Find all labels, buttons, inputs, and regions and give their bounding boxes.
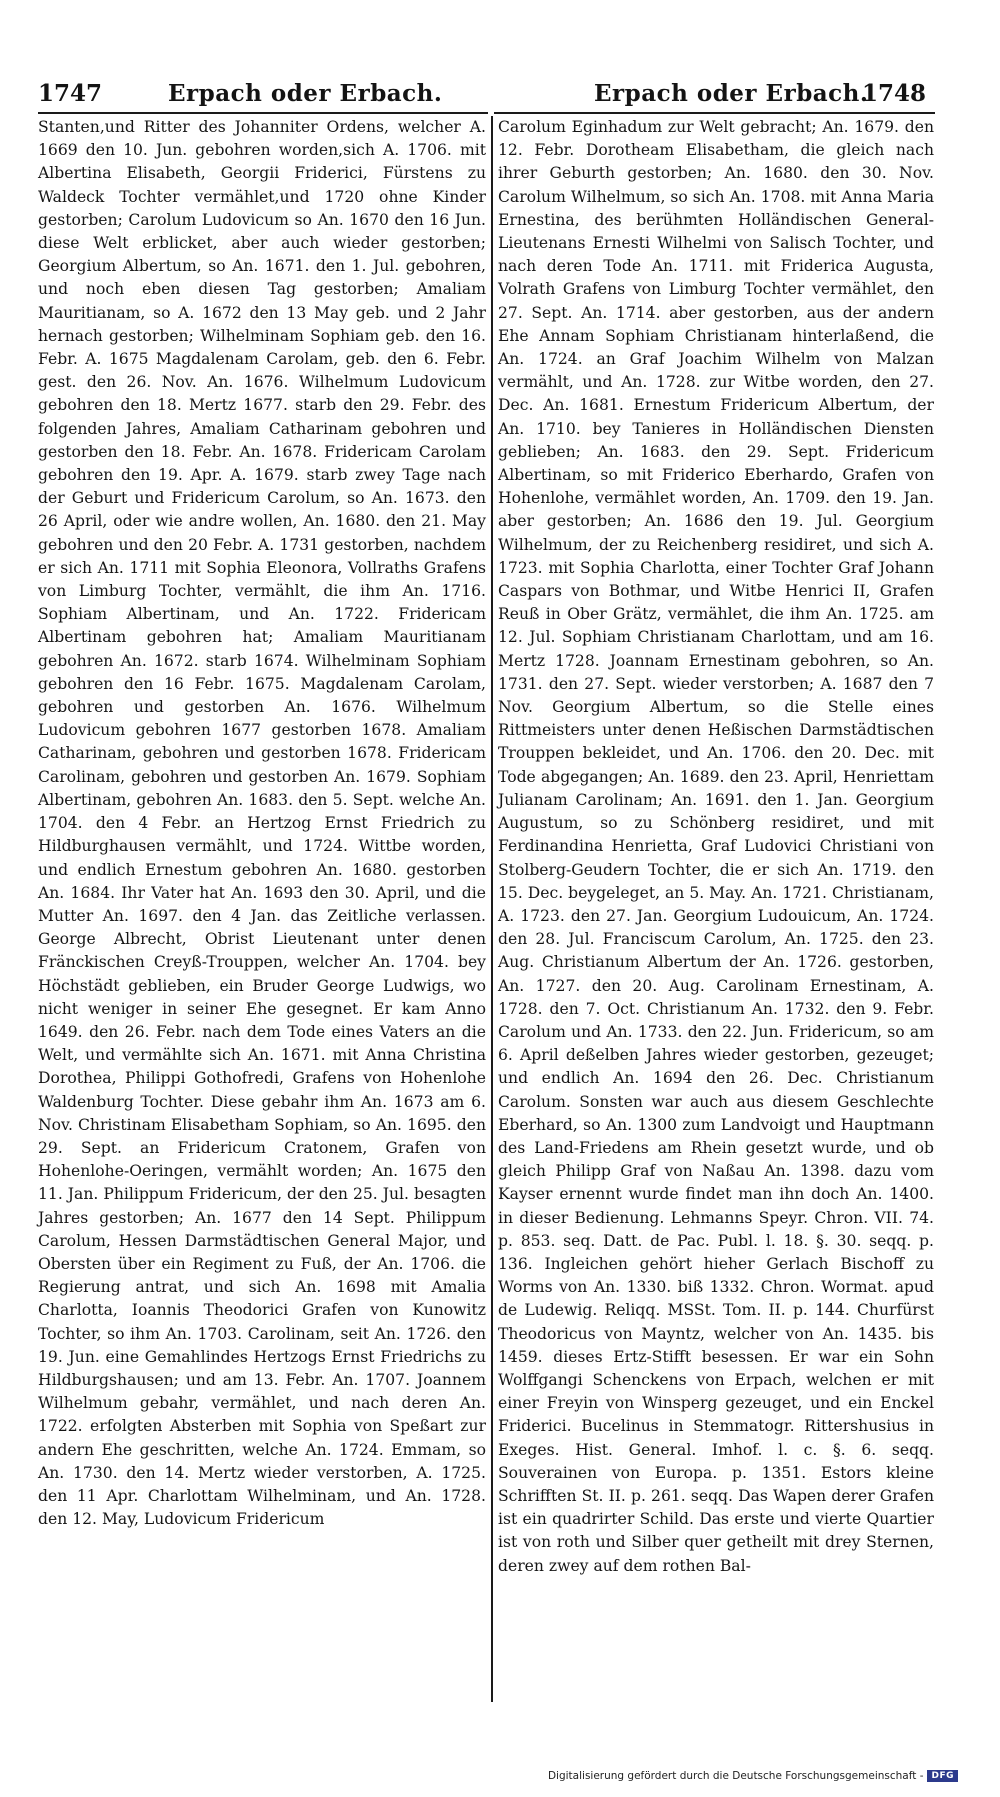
footer-credit: Digitalisierung gefördert durch die Deutsche Forschungsgemeinschaft - xyxy=(547,1770,924,1782)
dfg-logo-icon: DFG xyxy=(927,1770,958,1782)
left-running-title: Erpach oder Erbach. xyxy=(168,80,443,107)
right-running-title: Erpach oder Erbach. xyxy=(594,80,869,107)
left-column xyxy=(38,116,486,1531)
left-page-number: 1747 xyxy=(38,80,103,107)
right-column xyxy=(498,116,934,1578)
right-page-number: 1748 xyxy=(862,80,927,107)
digitization-footer xyxy=(548,1770,958,1782)
left-column-text: Stanten,und Ritter des Johanniter Ordens, welcher A. 1669 den 10. Jun. gebohren worden,sich A. 1706. mit Albertina Elisabeth, Georgii Friderici, Fürstens zu Waldeck Tochter vermählet,und 1720 ohne Kinder gestorben; Carolum Ludovicum so An. 1670 den 16 Jun. diese Welt erblicket, aber auch wieder gestorben; Georgium Albertum, so An. 1671. den 1. Jul. gebohren, und noch eben diesen Tag gestorben; Amaliam Mauritianam, so A. 1672 den 13 May geb. und 2 Jahr hernach gestorben; Wilhelminam Sophiam geb. den 16. Febr. A. 1675 Magdalenam Carolam, geb. den 6. Febr. gest. den 26. Nov. An. 1676. Wilhelmum Ludovicum gebohren den 18. Mertz 1677. starb den 29. Febr. des folgenden Jahres, Amaliam Catharinam gebohren und gestorben den 18. Febr. An. 1678. Fridericam Carolam gebohren den 19. Apr. A. 1679. starb zwey Tage nach der Geburt und Fridericum Carolum, so An. 1673. den 26 April, oder wie andre wollen, An. 1680. den 21. May gebohren und den 20 Febr. A. 1731 gestorben, nachdem er sich An. 1711 mit Sophia Eleonora, Vollraths Grafens von Limburg Tochter, vermählt, die ihm An. 1716. Sophiam Albertinam, und An. 1722. Fridericam Albertinam gebohren hat; Amaliam Mauritianam gebohren An. 1672. starb 1674. Wilhelminam Sophiam gebohren den 16 Febr. 1675. Magdalenam Carolam, gebohren und gestorben An. 1676. Wilhelmum Ludovicum gebohren 1677 gestorben 1678. Amaliam Catharinam, gebohren und gestorben 1678. Fridericam Carolinam, gebohren und gestorben An. 1679. Sophiam Albertinam, gebohren An. 1683. den 5. Sept. welche An. 1704. den 4 Febr. an Hertzog Ernst Friedrich zu Hildburghausen vermählt, und 1724. Wittbe worden, und endlich Ernestum gebohren An. 1680. gestorben An. 1684. Ihr Vater hat An. 1693 den 30. April, und die Mutter An. 1697. den 4 Jan. das Zeitliche verlassen. George Albrecht, Obrist Lieutenant unter denen Fränckischen Creyß-Trouppen, welcher An. 1704. bey Höchstädt geblieben, ein Bruder George Ludwigs, wo nicht weniger in seiner Ehe gesegnet. Er kam Anno 1649. den 26. Febr. nach dem Tode eines Vaters an die Welt, und vermählte sich An. 1671. mit Anna Christina Dorothea, Philippi Gothofredi, Grafens von Hohenlohe Waldenburg Tochter. Diese gebahr ihm An. 1673 am 6. Nov. Christinam Elisabetham Sophiam, so An. 1695. den 29. Sept. an Fridericum Cratonem, Grafen von Hohenlohe-Oeringen, vermählt worden; An. 1675 den 11. Jan. Philippum Fridericum, der den 25. Jul. besagten Jahres gestorben; An. 1677 den 14 Sept. Philippum Carolum, Hessen Darmstädtischen General Major, und Obersten über ein Regiment zu Fuß, der An. 1706. die Regierung antrat, und sich An. 1698 mit Amalia Charlotta, Ioannis Theodorici Grafen von Kunowitz Tochter, so ihm An. 1703. Carolinam, seit An. 1726. den 19. Jun. eine Gemahlindes Hertzogs Ernst Friedrichs zu Hildburgshausen; und am 13. Febr. An. 1707. Joannem Wilhelmum gebahr, vermählet, und nach deren An. 1722. erfolgten Absterben mit Sophia von Speßart zur andern Ehe geschritten, welche An. 1724. Emmam, so An. 1730. den 14. Mertz wieder verstorben, A. 1725. den 11 Apr. Charlottam Wilhelminam, und An. 1728. den 12. May, Ludovicum Fridericum xyxy=(38,118,486,1529)
right-column-text: Carolum Eginhadum zur Welt gebracht; An. 1679. den 12. Febr. Dorotheam Elisabetham, die gleich nach ihrer Geburth gestorben; An. 1680. den 30. Nov. Carolum Wilhelmum, so sich An. 1708. mit Anna Maria Ernestina, des berühmten Holländischen General-Lieutenans Ernesti Wilhelmi von Salisch Tochter, und nach deren Tode An. 1711. mit Friderica Augusta, Volrath Grafens von Limburg Tochter vermählet, den 27. Sept. An. 1714. aber gestorben, aus der andern Ehe Annam Sophiam Christianam hinterlaßend, die An. 1724. an Graf Joachim Wilhelm von Malzan vermählt, und An. 1728. zur Witbe worden, den 27. Dec. An. 1681. Ernestum Fridericum Albertum, der An. 1710. bey Tanieres in Holländischen Diensten geblieben; An. 1683. den 29. Sept. Fridericum Albertinam, so mit Friderico Eberhardo, Grafen von Hohenlohe, vermählet worden, An. 1709. den 19. Jan. aber gestorben; An. 1686 den 19. Jul. Georgium Wilhelmum, der zu Reichenberg residiret, und sich A. 1723. mit Sophia Charlotta, einer Tochter Graf Johann Caspars von Bothmar, und Witbe Henrici II, Grafen Reuß in Ober Grätz, vermählet, die ihm An. 1725. am 12. Jul. Sophiam Christianam Charlottam, und am 16. Mertz 1728. Joannam Ernestinam gebohren, so An. 1731. den 27. Sept. wieder verstorben; A. 1687 den 7 Nov. Georgium Albertum, so die Stelle eines Rittmeisters unter denen Heßischen Darmstädtischen Trouppen bekleidet, und An. 1706. den 20. Dec. mit Tode abgegangen; An. 1689. den 23. April, Henriettam Julianam Carolinam; An. 1691. den 1. Jan. Georgium Augustum, so zu Schönberg residiret, und mit Ferdinandina Henrietta, Graf Ludovici Christiani von Stolberg-Geudern Tochter, die er sich An. 1719. den 15. Dec. beygeleget, an 5. May. An. 1721. Christianam, A. 1723. den 27. Jan. Georgium Ludouicum, An. 1724. den 28. Jul. Franciscum Carolum, An. 1725. den 23. Aug. Christianum Albertum der An. 1726. gestorben, An. 1727. den 20. Aug. Carolinam Ernestinam, A. 1728. den 7. Oct. Christianum An. 1732. den 9. Febr. Carolum und An. 1733. den 22. Jun. Fridericum, so am 6. April deßelben Jahres wieder gestorben, gezeuget; und endlich An. 1694 den 26. Dec. Christianum Carolum. Sonsten war auch aus diesem Geschlechte Eberhard, so An. 1300 zum Landvoigt und Hauptmann des Land-Friedens am Rhein gesetzt wurde, und ob gleich Philipp Graf von Naßau An. 1398. dazu vom Kayser ernennt wurde findet man ihn doch An. 1400. in dieser Bedienung. Lehmanns Speyr. Chron. VII. 74. p. 853. seq. Datt. de Pac. Publ. l. 18. §. 30. seqq. p. 136. Ingleichen gehört hieher Gerlach Bischoff zu Worms von An. 1330. biß 1332. Chron. Wormat. apud de Ludewig. Reliqq. MSSt. Tom. II. p. 144. Churfürst Theodoricus von Mayntz, welcher von An. 1435. bis 1459. dieses Ertz-Stifft besessen. Er war ein Sohn Wolffgangi Schenckens von Erpach, welchen er mit einer Freyin von Winsperg gezeuget, und ein Enckel Friderici. Bucelinus in Stemmatogr. Rittershusius in Exeges. Hist. General. Imhof. l. c. §. 6. seqq. Souverainen von Europa. p. 1351. Estors kleine Schrifften St. II. p. 261. seqq. Das Wapen derer Grafen ist ein quadrirter Schild. Das erste und vierte Quartier ist von roth und Silber quer getheilt mit drey Sternen, deren zwey auf dem rothen Bal- xyxy=(498,118,934,1575)
header-rule-left xyxy=(38,112,488,114)
column-divider xyxy=(491,116,493,1702)
header-rule-right xyxy=(494,112,935,114)
